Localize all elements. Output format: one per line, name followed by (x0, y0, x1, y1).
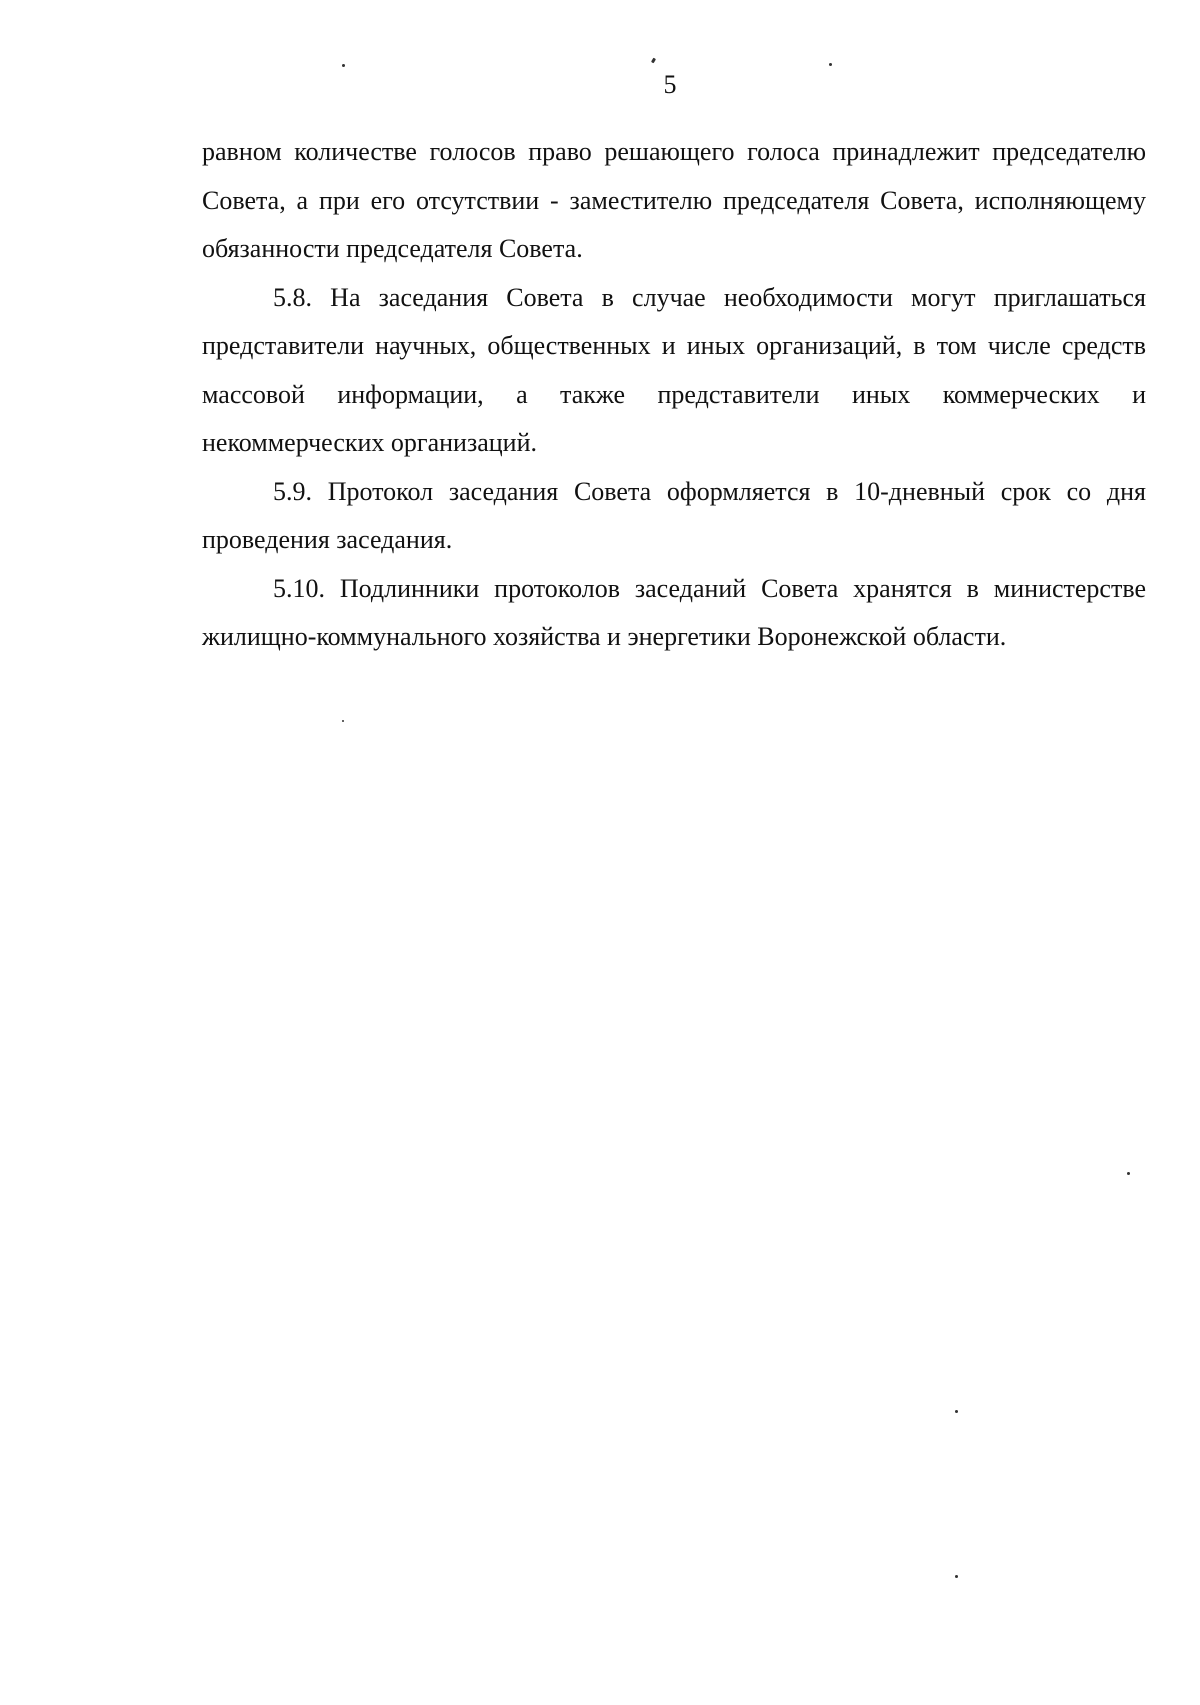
page-number: 5 (663, 70, 677, 99)
scan-speck (342, 64, 345, 67)
scan-speck (342, 720, 344, 722)
paragraph-continuation: равном количестве голосов право решающего голоса принадлежит председателю Совета, а при его отсутствии - заместителю председателя Совета, исполняющему обязанности председателя Совета. (202, 137, 1146, 263)
paragraph-5-9: 5.9. Протокол заседания Совета оформляется в 10-дневный срок со дня проведения заседания. (202, 476, 1146, 554)
document-body (202, 128, 1146, 662)
scan-speck (829, 63, 832, 66)
paragraph-5-10: 5.10. Подлинники протоколов заседаний Совета хранятся в министерстве жилищно-коммунального хозяйства и энергетики Воронежской области. (202, 573, 1146, 651)
paragraph-5-8: 5.8. На заседания Совета в случае необходимости могут приглашаться представители научных, общественных и иных организаций, в том числе средств массовой информации, а также представители иных коммерческих и некоммерческих организаций. (202, 282, 1146, 457)
scan-speck (955, 1410, 958, 1413)
scan-speck (651, 58, 656, 64)
scan-speck (955, 1575, 958, 1578)
scan-speck (1127, 1172, 1130, 1175)
